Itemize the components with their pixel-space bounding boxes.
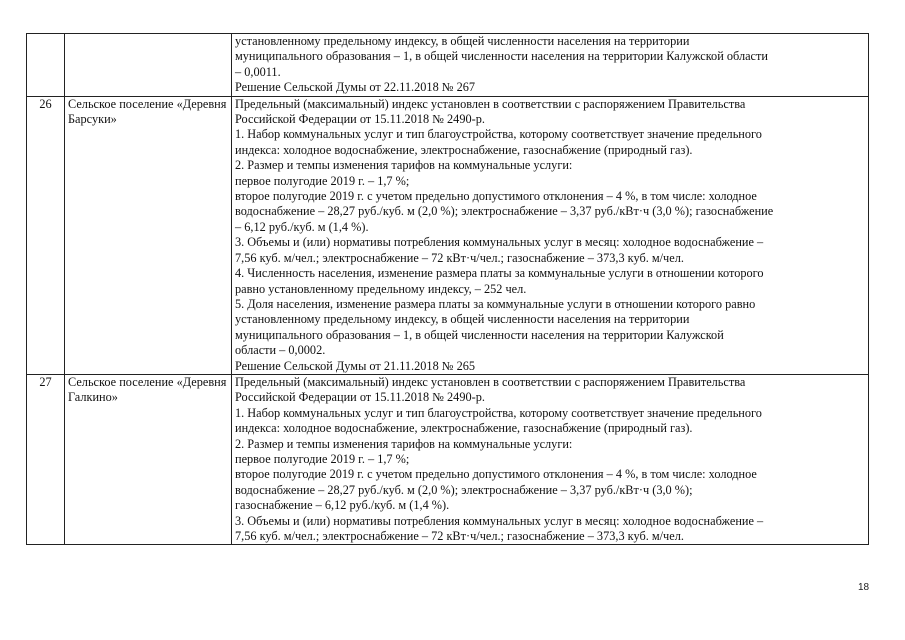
- page-number: 18: [858, 582, 870, 593]
- text-line: установленному предельному индексу, в общей численности населения на территории: [235, 34, 690, 48]
- table-row: [27, 34, 869, 97]
- text-line: 1. Набор коммунальных услуг и тип благоустройства, которому соответствует значение предельного: [235, 405, 762, 420]
- text-line: 3. Объемы и (или) нормативы потребления коммунальных услуг в месяц: холодное водоснабжение –: [235, 235, 764, 250]
- row-number: [27, 34, 65, 97]
- row-content: [232, 374, 869, 544]
- text-line: второе полугодие 2019 г. с учетом предельно допустимого отклонения – 4 %, в том числе: холодное: [235, 467, 757, 482]
- settlement-name: [65, 34, 232, 97]
- settlement-name: Сельское поселение «Деревня Барсуки»: [65, 96, 232, 374]
- text-line: 2. Размер и темпы изменения тарифов на коммунальные услуги:: [235, 436, 573, 451]
- text-line: 7,56 куб. м/чел.; электроснабжение – 72 кВт·ч/чел.; газоснабжение – 373,3 куб. м/чел.: [235, 529, 684, 543]
- text-line: Предельный (максимальный) индекс установлен в соответствии с распоряжением Правительства: [235, 96, 746, 111]
- text-line: индекса: холодное водоснабжение, электроснабжение, газоснабжение (природный газ).: [235, 142, 693, 157]
- row-content: [232, 96, 869, 374]
- text-line: водоснабжение – 28,27 руб./куб. м (2,0 %); электроснабжение – 3,37 руб./кВт·ч (3,0 %);: [235, 482, 693, 497]
- text-line: равно установленному предельному индексу, – 252 чел.: [235, 281, 527, 296]
- text-line: первое полугодие 2019 г. – 1,7 %;: [235, 173, 410, 188]
- text-line: 2. Размер и темпы изменения тарифов на коммунальные услуги:: [235, 158, 573, 173]
- text-line: водоснабжение – 28,27 руб./куб. м (2,0 %); электроснабжение – 3,37 руб./кВт·ч (3,0 %); газоснабжение: [235, 204, 774, 219]
- text-line: Российской Федерации от 15.11.2018 № 2490-р.: [235, 112, 485, 127]
- decision-line: Решение Сельской Думы от 22.11.2018 № 267: [235, 80, 476, 95]
- text-line: Российской Федерации от 15.11.2018 № 2490-р.: [235, 390, 485, 405]
- row-number: 27: [27, 374, 65, 544]
- text-line: индекса: холодное водоснабжение, электроснабжение, газоснабжение (природный газ).: [235, 421, 693, 436]
- text-line: муниципального образования – 1, в общей численности населения на территории Калужской: [235, 327, 724, 342]
- row-number: 26: [27, 96, 65, 374]
- text-line: 5. Доля населения, изменение размера платы за коммунальные услуги в отношении которого равно: [235, 296, 756, 311]
- text-line: второе полугодие 2019 г. с учетом предельно допустимого отклонения – 4 %, в том числе: холодное: [235, 189, 757, 204]
- text-line: установленному предельному индексу, в общей численности населения на территории: [235, 312, 690, 327]
- document-table: [26, 33, 869, 545]
- table-row: [27, 374, 869, 544]
- table-row: [27, 96, 869, 374]
- text-line: 4. Численность населения, изменение размера платы за коммунальные услуги в отношении которого: [235, 266, 764, 281]
- text-line: первое полугодие 2019 г. – 1,7 %;: [235, 451, 410, 466]
- text-line: 7,56 куб. м/чел.; электроснабжение – 72 кВт·ч/чел.; газоснабжение – 373,3 куб. м/чел.: [235, 250, 684, 265]
- text-line: области – 0,0002.: [235, 343, 326, 358]
- decision-line: Решение Сельской Думы от 21.11.2018 № 265: [235, 358, 476, 373]
- text-line: – 0,0011.: [235, 64, 281, 79]
- row-content: [232, 34, 869, 97]
- settlement-name: Сельское поселение «Деревня Галкино»: [65, 374, 232, 544]
- text-line: муниципального образования – 1, в общей численности населения на территории Калужской области: [235, 49, 768, 64]
- text-line: газоснабжение – 6,12 руб./куб. м (1,4 %).: [235, 498, 450, 513]
- text-line: 3. Объемы и (или) нормативы потребления коммунальных услуг в месяц: холодное водоснабжение –: [235, 513, 764, 528]
- text-line: Предельный (максимальный) индекс установлен в соответствии с распоряжением Правительства: [235, 374, 746, 389]
- text-line: 1. Набор коммунальных услуг и тип благоустройства, которому соответствует значение предельного: [235, 127, 762, 142]
- text-line: – 6,12 руб./куб. м (1,4 %).: [235, 219, 369, 234]
